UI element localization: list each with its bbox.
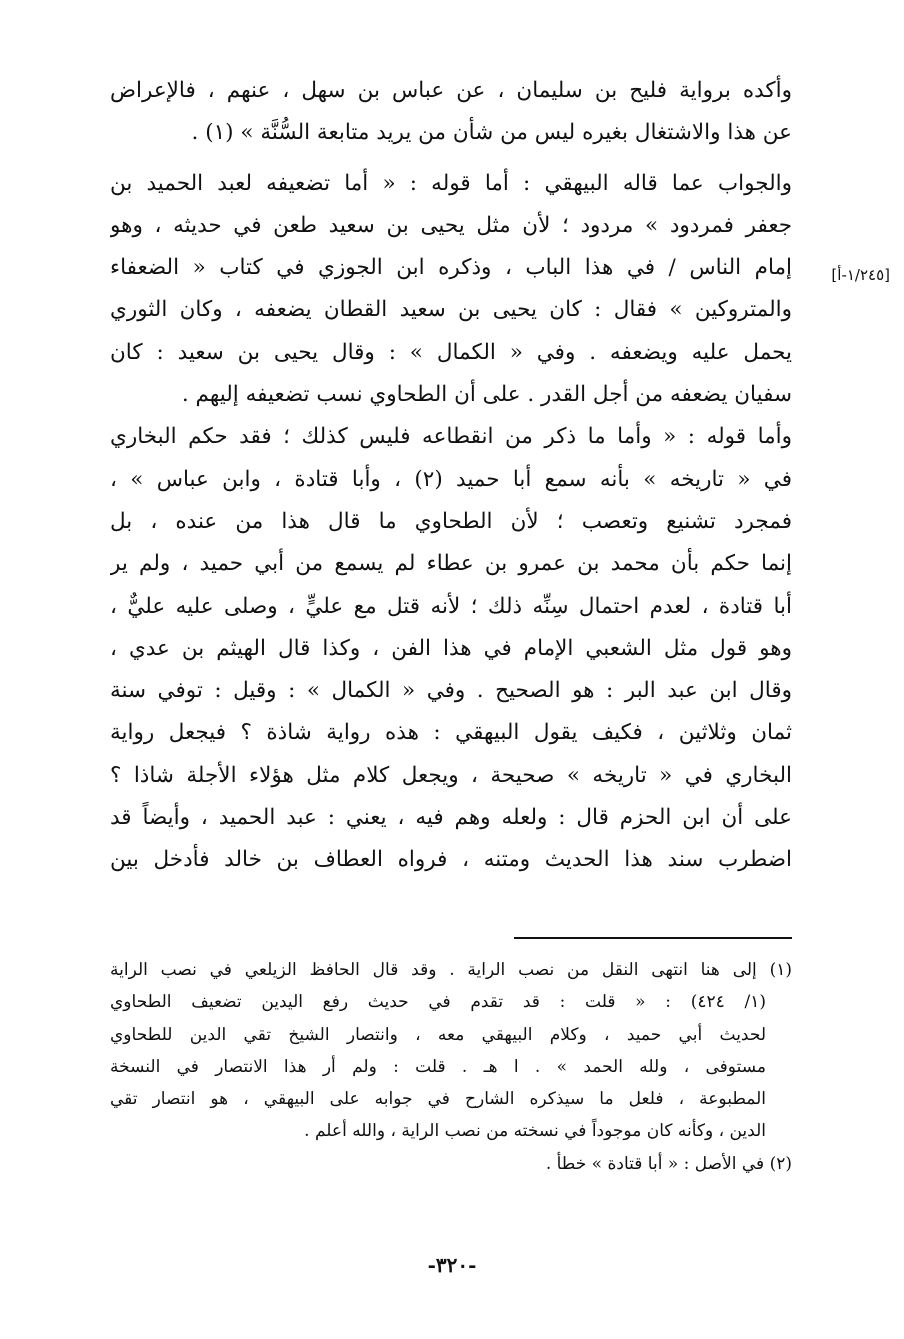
text-line-13: أبا قتادة ، لعدم احتمال سِنِّه ذلك ؛ لأنه قتل مع عليٍّ ، وصلى عليه عليٌّ ،	[110, 593, 792, 619]
text-line-19: اضطرب سند هذا الحديث ومتنه ، فرواه العطاف بن خالد فأدخل بين	[110, 847, 792, 873]
text-line-17: البخاري في « تاريخه » صحيحة ، ويجعل كلام مثل هؤلاء الأجلة شاذا ؟	[110, 762, 792, 788]
footnote-line-2: (١/ ٤٢٤) : « قلت : قد تقدم في حديث رفع اليدين تضعيف الطحاوي	[110, 992, 766, 1013]
text-line-5: إمام الناس / في هذا الباب ، وذكره ابن الجوزي في كتاب « الضعفاء	[110, 255, 792, 281]
page-number: -٣٢٠-	[427, 1253, 477, 1277]
text-line-7: يحمل عليه ويضعفه . وفي « الكمال » : وقال يحيى بن سعيد : كان	[110, 339, 792, 365]
text-line-6: والمتروكين » فقال : كان يحيى بن سعيد القطان يضعفه ، وكان الثوري	[110, 297, 792, 323]
text-line-18: على أن ابن الحزم قال : ولعله وهم فيه ، يعني : عبد الحميد ، وأيضاً قد	[110, 805, 792, 831]
footnotes-section	[110, 954, 792, 1180]
margin-folio-note: [١/٢٤٥-أ]	[831, 266, 890, 284]
text-line-16: ثمان وثلاثين ، فكيف يقول البيهقي : هذه رواية شاذة ؟ فيجعل رواية	[110, 720, 792, 746]
text-line-10: في « تاريخه » بأنه سمع أبا حميد (٢) ، وأبا قتادة ، وابن عباس » ،	[110, 466, 792, 492]
footnote-line-7: (٢) في الأصل : « أبا قتادة » خطأ .	[545, 1153, 792, 1174]
footnote-line-3: لحديث أبي حميد ، وكلام البيهقي معه ، وانتصار الشيخ تقي الدين للطحاوي	[110, 1024, 766, 1045]
text-line-1: وأكده برواية فليح بن سليمان ، عن عباس بن سهل ، عنهم ، فالإعراض	[110, 78, 792, 103]
footnote-line-5: المطبوعة ، فلعل ما سيذكره الشارح في جوابه على البيهقي ، هو انتصار تقي	[110, 1089, 766, 1110]
footnote-line-4: مستوفى ، ولله الحمد » . ا هـ . قلت : ولم أر هذا الانتصار في النسخة	[110, 1056, 766, 1077]
text-line-12: إنما حكم بأن محمد بن عمرو بن عطاء لم يسمع من أبي حميد ، ولم ير	[110, 551, 792, 577]
text-line-8: سفيان يضعفه من أجل القدر . على أن الطحاوي نسب تضعيفه إليهم .	[181, 382, 792, 408]
text-line-3: والجواب عما قاله البيهقي : أما قوله : « أما تضعيفه لعبد الحميد بن	[110, 170, 792, 196]
text-line-14: وهو قول مثل الشعبي الإمام في هذا الفن ، وكذا قال الهيثم بن عدي ،	[110, 635, 792, 661]
text-line-11: فمجرد تشنيع وتعصب ؛ لأن الطحاوي ما قال هذا من عنده ، بل	[110, 508, 792, 534]
text-line-4: جعفر فمردود » مردود ؛ لأن مثل يحيى بن سعيد طعن في حديثه ، وهو	[110, 212, 792, 238]
text-line-9: وأما قوله : « وأما ما ذكر من انقطاعه فليس كذلك ؛ فقد حكم البخاري	[110, 424, 792, 450]
text-line-15: وقال ابن عبد البر : هو الصحيح . وفي « الكمال » : وقيل : توفي سنة	[110, 678, 792, 704]
main-text-body	[110, 70, 792, 882]
footnote-divider	[514, 937, 792, 939]
footnote-line-1: (١) إلى هنا انتهى النقل من نصب الراية . وقد قال الحافظ الزيلعي في نصب الراية	[110, 960, 792, 980]
paragraph-gap	[110, 155, 792, 163]
text-line-2: عن هذا والاشتغال بغيره ليس من شأن من يريد متابعة السُّنَّة » (١) .	[191, 120, 792, 146]
footnote-line-6: الدين ، وكأنه كان موجوداً في نسخته من نصب الراية ، والله أعلم .	[304, 1121, 766, 1142]
